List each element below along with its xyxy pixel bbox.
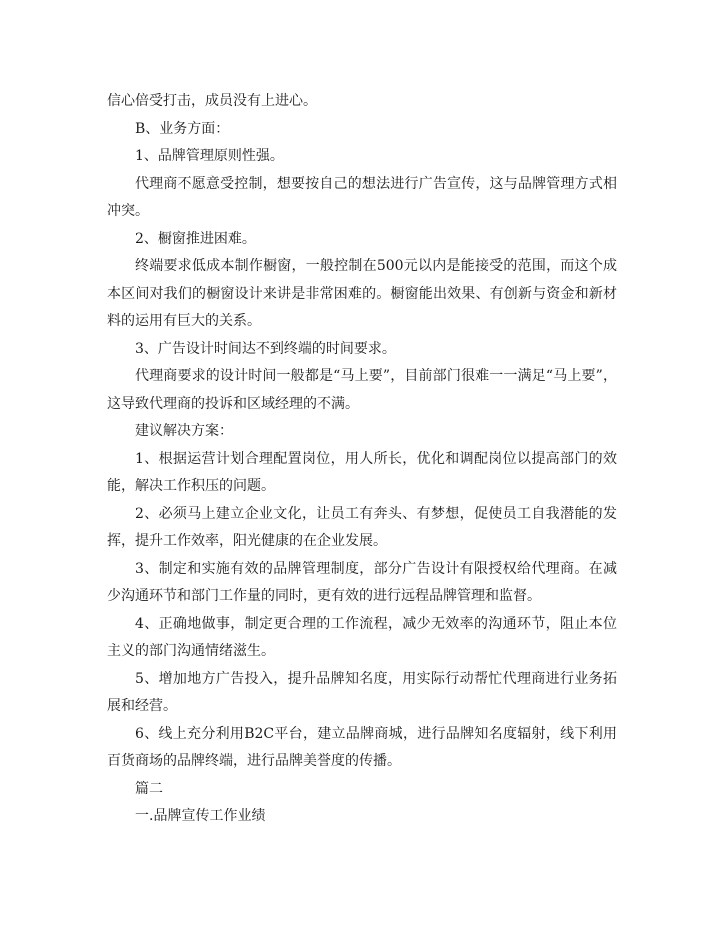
list-item-heading: 1、品牌管理原则性强。 bbox=[135, 148, 284, 164]
list-item-heading: 2、橱窗推进困难。 bbox=[135, 230, 256, 247]
document-body bbox=[107, 88, 617, 831]
part-heading: 篇二 bbox=[135, 780, 163, 797]
list-item: 3、制定和实施有效的品牌管理制度，部分广告设计有限授权给代理商。在减少沟通环节和部门工作量的同时，更有效的进行远程品牌管理和监督。 bbox=[107, 560, 617, 604]
list-item: 4、正确地做事，制定更合理的工作流程，减少无效率的沟通环节，阻止本位主义的部门沟通情绪滋生。 bbox=[107, 615, 617, 659]
list-item: 5、增加地方广告投入，提升品牌知名度，用实际行动帮忙代理商进行业务拓展和经营。 bbox=[107, 670, 617, 714]
paragraph: 代理商要求的设计时间一般都是“马上要”，目前部门很难一一满足“马上要”，这导致代理商的投诉和区域经理的不满。 bbox=[107, 368, 617, 412]
list-item: 6、线上充分利用B2C平台，建立品牌商城，进行品牌知名度辐射，线下利用百货商场的品牌终端，进行品牌美誉度的传播。 bbox=[107, 725, 617, 769]
section-heading: 一.品牌宣传工作业绩 bbox=[135, 808, 266, 824]
paragraph: 代理商不愿意受控制，想要按自己的想法进行广告宣传，这与品牌管理方式相冲突。 bbox=[107, 175, 617, 219]
section-heading-solutions: 建议解决方案： bbox=[135, 423, 233, 439]
list-item: 1、根据运营计划合理配置岗位，用人所长，优化和调配岗位以提高部门的效能，解决工作积压的问题。 bbox=[107, 450, 617, 494]
list-item-heading: 3、广告设计时间达不到终端的时间要求。 bbox=[135, 340, 396, 357]
list-item: 2、必须马上建立企业文化，让员工有奔头、有梦想，促使员工自我潜能的发挥，提升工作效率，阳光健康的在企业发展。 bbox=[107, 505, 617, 549]
section-heading-business: B、业务方面： bbox=[135, 120, 230, 137]
paragraph: 信心倍受打击，成员没有上进心。 bbox=[107, 93, 317, 109]
paragraph: 终端要求低成本制作橱窗，一般控制在500元以内是能接受的范围，而这个成本区间对我们的橱窗设计来讲是非常困难的。橱窗能出效果、有创新与资金和新材料的运用有巨大的关系。 bbox=[107, 258, 617, 329]
